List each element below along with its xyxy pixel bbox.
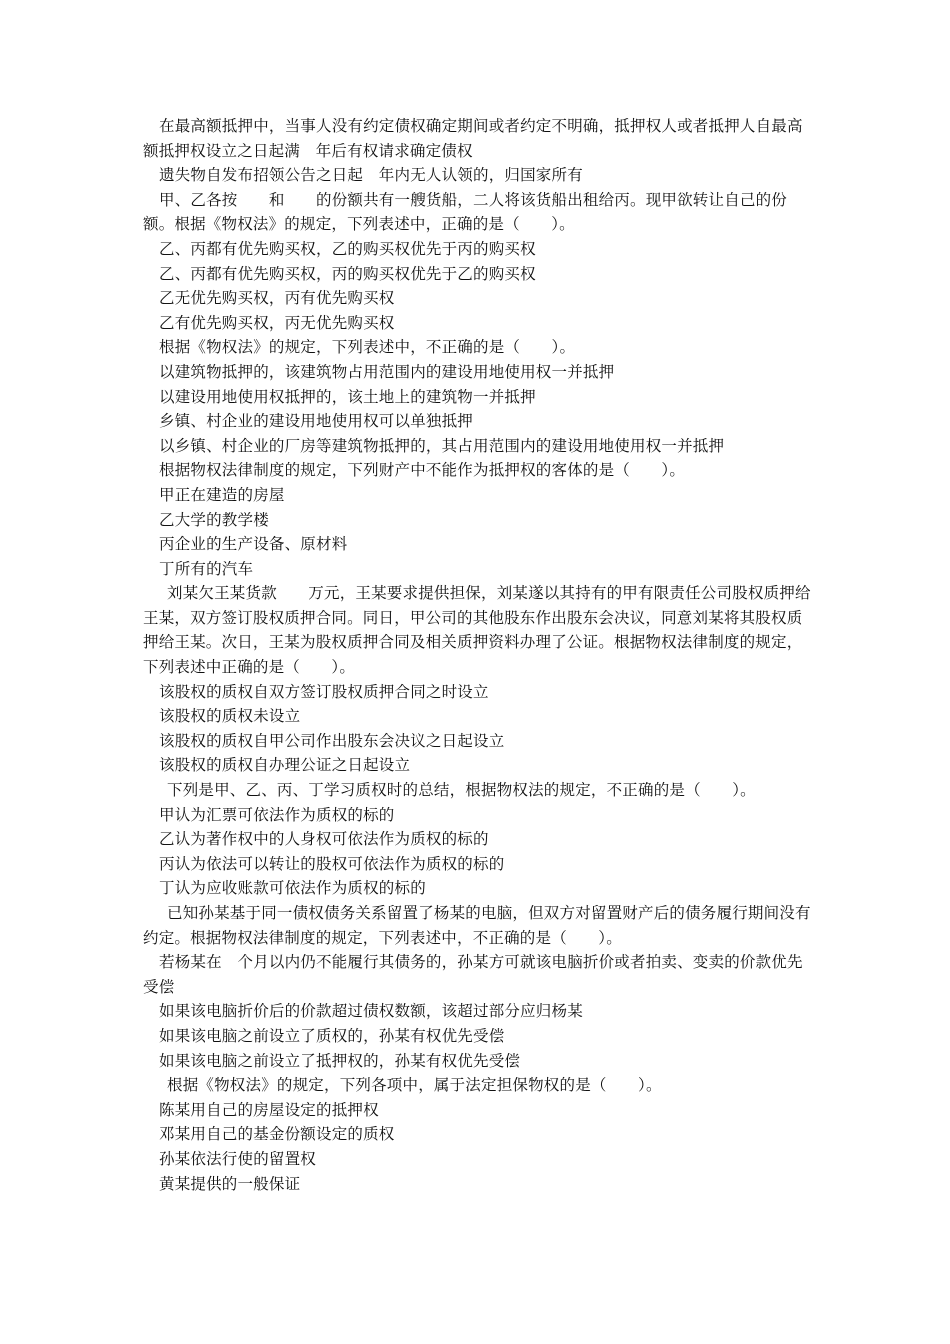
paragraph: 以建筑物抵押的，该建筑物占用范围内的建设用地使用权一并抵押 <box>159 362 615 381</box>
paragraph: 乙大学的教学楼 <box>159 510 269 529</box>
paragraph: 已知孙某基于同一债权债务关系留置了杨某的电脑，但双方对留置财产后的债务履行期间没有约定。根据物权法律制度的规定，下列表述中，不正确的是（ ）。 <box>143 904 811 947</box>
paragraph: 乙无优先购买权，丙有优先购买权 <box>159 289 395 308</box>
document-body <box>143 114 811 1196</box>
paragraph: 甲、乙各按 和 的份额共有一艘货船，二人将该货船出租给丙。现甲欲转让自己的份额。根据《物权法》的规定，下列表述中，正确的是（ ）。 <box>143 190 788 234</box>
paragraph: 丁认为应收账款可依法作为质权的标的 <box>159 879 426 898</box>
paragraph: 乙认为著作权中的人身权可依法作为质权的标的 <box>159 830 489 849</box>
paragraph: 丙认为依法可以转让的股权可依法作为质权的标的 <box>159 854 505 873</box>
paragraph: 如果该电脑折价后的价款超过债权数额，该超过部分应归杨某 <box>159 1002 583 1021</box>
paragraph: 如果该电脑之前设立了抵押权的，孙某有权优先受偿 <box>159 1051 521 1070</box>
paragraph: 根据《物权法》的规定，下列表述中，不正确的是（ ）。 <box>159 338 576 357</box>
paragraph: 该股权的质权自办理公证之日起设立 <box>159 756 411 775</box>
paragraph: 根据《物权法》的规定，下列各项中，属于法定担保物权的是（ ）。 <box>167 1076 662 1095</box>
paragraph: 孙某依法行使的留置权 <box>159 1149 317 1168</box>
paragraph: 以乡镇、村企业的厂房等建筑物抵押的，其占用范围内的建设用地使用权一并抵押 <box>159 436 725 455</box>
paragraph: 根据物权法律制度的规定，下列财产中不能作为抵押权的客体的是（ ）。 <box>159 461 686 480</box>
paragraph: 邓某用自己的基金份额设定的质权 <box>159 1125 395 1144</box>
paragraph: 该股权的质权未设立 <box>159 707 301 726</box>
paragraph: 乙有优先购买权，丙无优先购买权 <box>159 313 395 332</box>
paragraph: 在最高额抵押中，当事人没有约定债权确定期间或者约定不明确，抵押权人或者抵押人自最高额抵押权设立之日起满 年后有权请求确定债权 <box>143 117 803 160</box>
paragraph: 甲认为汇票可依法作为质权的标的 <box>159 805 395 824</box>
paragraph: 遗失物自发布招领公告之日起 年内无人认领的，归国家所有 <box>159 166 583 185</box>
paragraph: 下列是甲、乙、丙、丁学习质权时的总结，根据物权法的规定，不正确的是（ ）。 <box>167 781 756 800</box>
paragraph: 该股权的质权自甲公司作出股东会决议之日起设立 <box>159 731 505 750</box>
paragraph: 甲正在建造的房屋 <box>159 485 285 504</box>
paragraph: 陈某用自己的房屋设定的抵押权 <box>159 1100 379 1119</box>
paragraph: 以建设用地使用权抵押的，该土地上的建筑物一并抵押 <box>159 387 536 406</box>
paragraph: 该股权的质权自双方签订股权质押合同之时设立 <box>159 682 489 701</box>
paragraph: 丁所有的汽车 <box>159 559 254 578</box>
paragraph: 乙、丙都有优先购买权，丙的购买权优先于乙的购买权 <box>159 264 536 283</box>
paragraph: 如果该电脑之前设立了质权的，孙某有权优先受偿 <box>159 1026 505 1045</box>
paragraph: 黄某提供的一般保证 <box>159 1174 301 1193</box>
paragraph: 刘某欠王某货款 万元，王某要求提供担保，刘某遂以其持有的甲有限责任公司股权质押给王某，双方签订股权质押合同。同日，甲公司的其他股东作出股东会决议，同意刘某将其股权质押给王某。次日，王某为股权质押合同及相关质押资料办理了公证。根据物权法律制度的规定，下列表述中正确的是（ ）。 <box>143 584 811 677</box>
paragraph: 乙、丙都有优先购买权，乙的购买权优先于丙的购买权 <box>159 239 536 258</box>
paragraph: 丙企业的生产设备、原材料 <box>159 535 348 554</box>
paragraph: 若杨某在 个月以内仍不能履行其债务的，孙某方可就该电脑折价或者拍卖、变卖的价款优先受偿 <box>143 953 803 996</box>
paragraph: 乡镇、村企业的建设用地使用权可以单独抵押 <box>159 412 474 431</box>
